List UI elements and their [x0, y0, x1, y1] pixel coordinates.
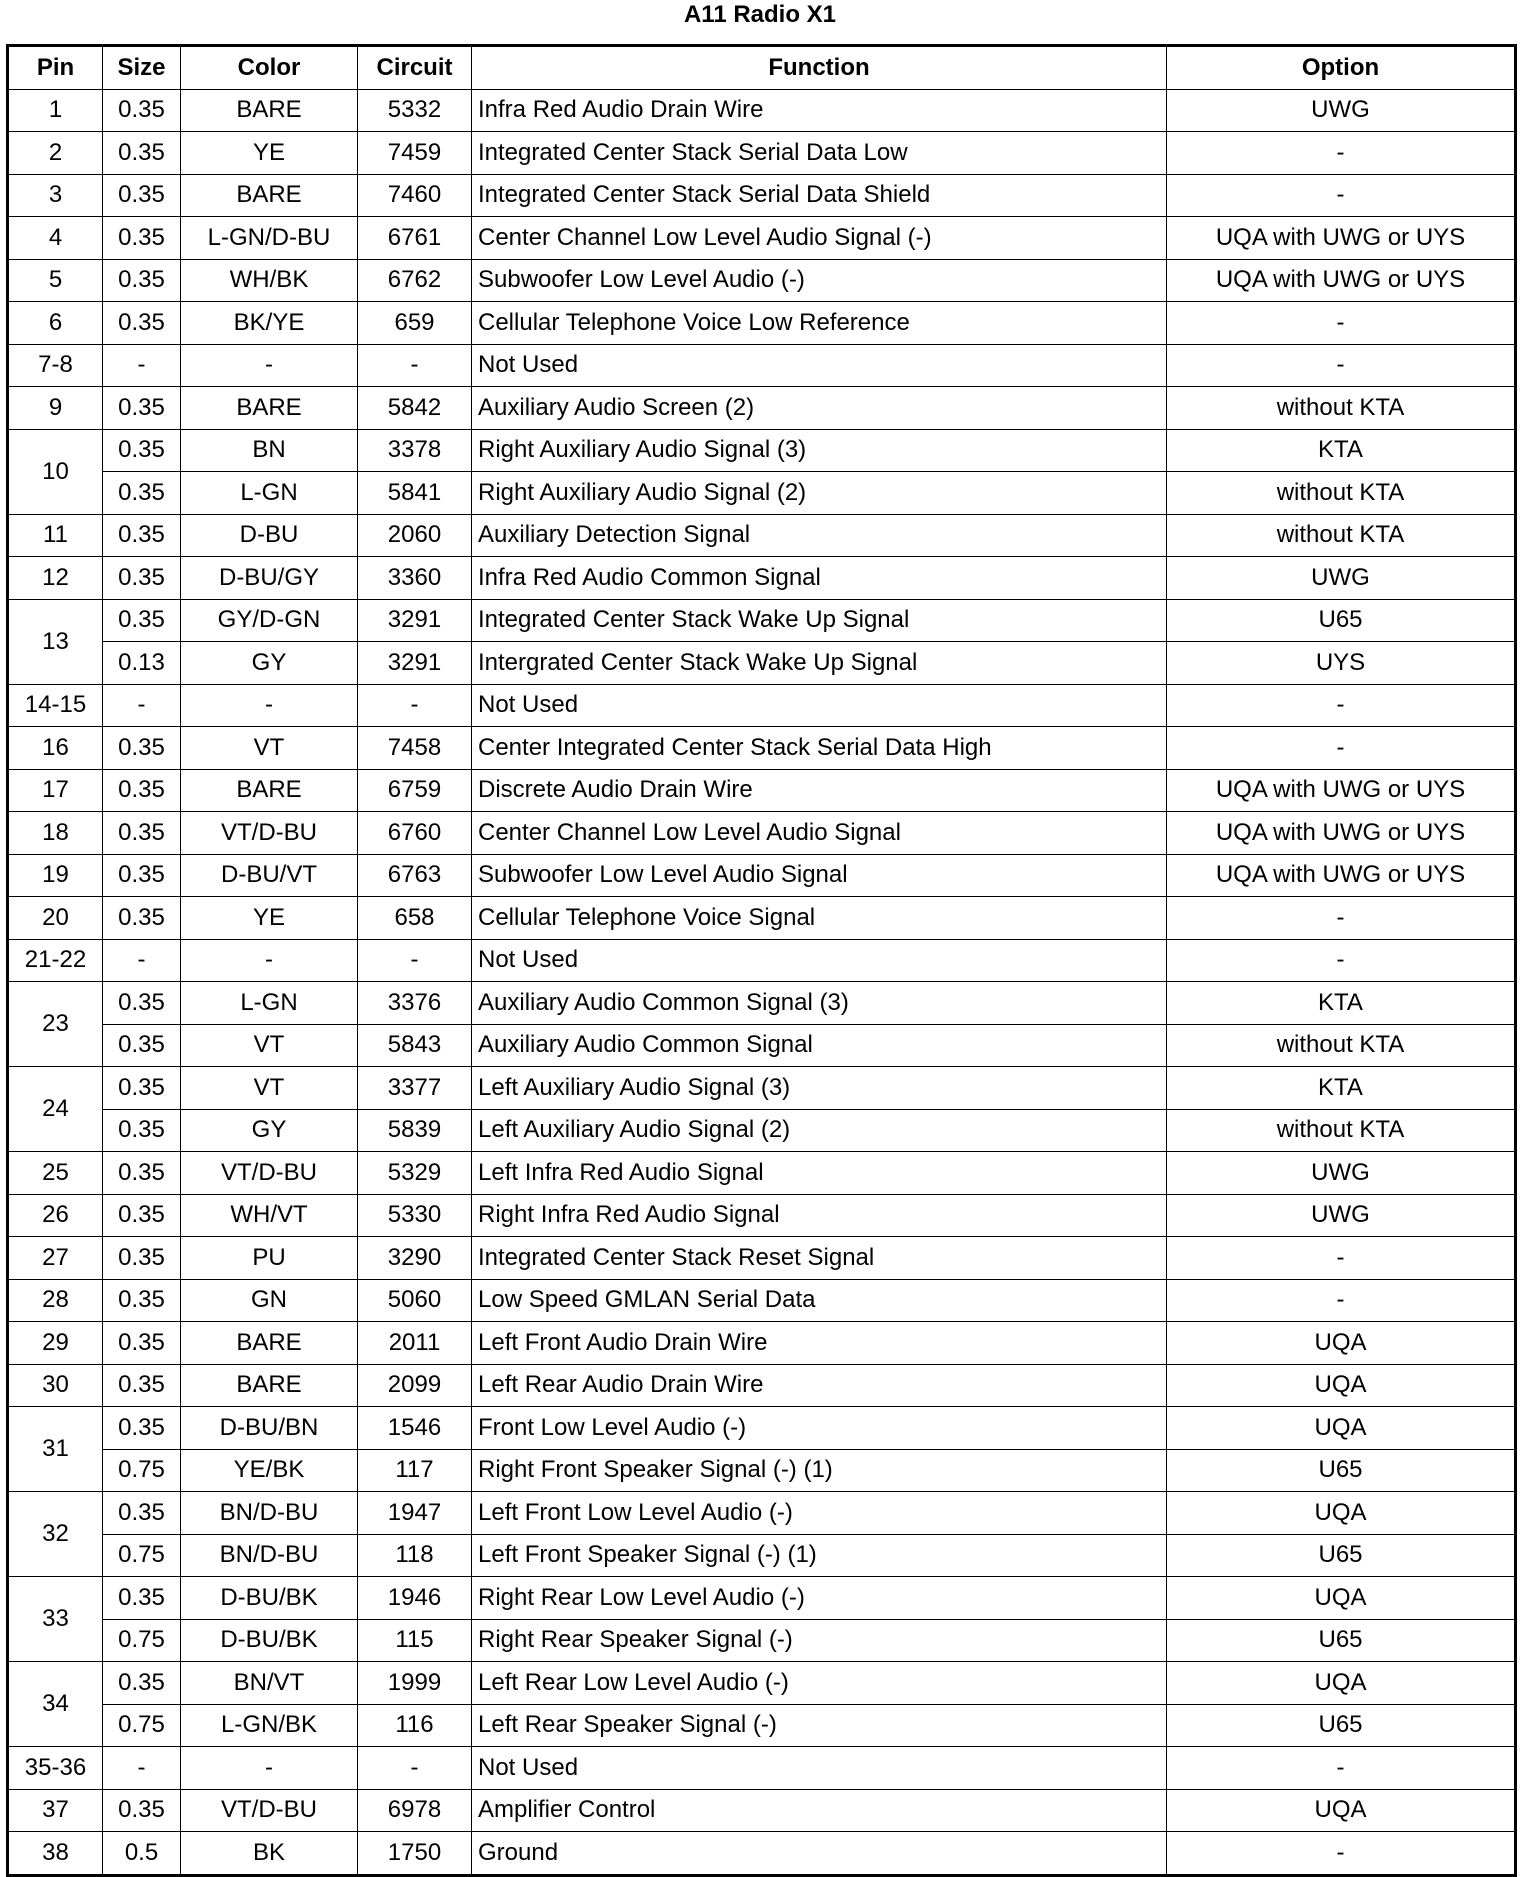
cell-function: Front Low Level Audio (-)	[472, 1407, 1167, 1450]
cell-color: GY	[181, 1109, 358, 1152]
cell-function: Not Used	[472, 344, 1167, 387]
cell-size: 0.35	[103, 1067, 181, 1110]
cell-size: 0.35	[103, 1789, 181, 1832]
header-function: Function	[472, 46, 1167, 90]
cell-function: Low Speed GMLAN Serial Data	[472, 1279, 1167, 1322]
cell-color: GY/D-GN	[181, 599, 358, 642]
cell-circuit: 6762	[358, 259, 472, 302]
cell-circuit: 5842	[358, 387, 472, 430]
cell-size: 0.35	[103, 217, 181, 260]
cell-color: VT	[181, 1024, 358, 1067]
cell-option: UQA	[1167, 1662, 1516, 1705]
cell-function: Center Channel Low Level Audio Signal	[472, 812, 1167, 855]
cell-option: UQA	[1167, 1789, 1516, 1832]
cell-circuit: 1546	[358, 1407, 472, 1450]
cell-size: 0.35	[103, 1364, 181, 1407]
cell-option: UQA with UWG or UYS	[1167, 812, 1516, 855]
pin-table	[6, 44, 1517, 1877]
cell-pin: 35-36	[8, 1747, 103, 1790]
cell-color: BN/D-BU	[181, 1492, 358, 1535]
table-row	[8, 1067, 1516, 1110]
cell-option: UQA	[1167, 1492, 1516, 1535]
table-row	[8, 1322, 1516, 1365]
cell-option: U65	[1167, 1534, 1516, 1577]
cell-option: -	[1167, 684, 1516, 727]
cell-function: Subwoofer Low Level Audio (-)	[472, 259, 1167, 302]
cell-circuit: 3291	[358, 642, 472, 685]
cell-size: 0.5	[103, 1832, 181, 1876]
cell-size: 0.35	[103, 1152, 181, 1195]
cell-circuit: 2099	[358, 1364, 472, 1407]
cell-circuit: 5843	[358, 1024, 472, 1067]
cell-function: Not Used	[472, 939, 1167, 982]
cell-size: 0.75	[103, 1619, 181, 1662]
cell-size: 0.35	[103, 897, 181, 940]
cell-circuit: 118	[358, 1534, 472, 1577]
cell-circuit: 117	[358, 1449, 472, 1492]
cell-color: -	[181, 1747, 358, 1790]
cell-function: Right Infra Red Audio Signal	[472, 1194, 1167, 1237]
cell-size: 0.35	[103, 174, 181, 217]
cell-circuit: 6761	[358, 217, 472, 260]
cell-color: YE	[181, 897, 358, 940]
header-pin: Pin	[8, 46, 103, 90]
cell-pin: 4	[8, 217, 103, 260]
cell-circuit: 3377	[358, 1067, 472, 1110]
cell-size: 0.35	[103, 1279, 181, 1322]
cell-option: without KTA	[1167, 1024, 1516, 1067]
cell-size: 0.75	[103, 1534, 181, 1577]
cell-function: Infra Red Audio Common Signal	[472, 557, 1167, 600]
table-row	[8, 1747, 1516, 1790]
table-row	[8, 1024, 1516, 1067]
cell-option: KTA	[1167, 429, 1516, 472]
cell-pin: 29	[8, 1322, 103, 1365]
cell-pin: 19	[8, 854, 103, 897]
cell-option: U65	[1167, 1704, 1516, 1747]
cell-color: BN	[181, 429, 358, 472]
cell-option: -	[1167, 174, 1516, 217]
cell-size: 0.35	[103, 1662, 181, 1705]
cell-pin: 28	[8, 1279, 103, 1322]
cell-color: -	[181, 684, 358, 727]
table-row	[8, 387, 1516, 430]
cell-option: -	[1167, 132, 1516, 175]
cell-color: D-BU	[181, 514, 358, 557]
cell-pin: 9	[8, 387, 103, 430]
table-row	[8, 174, 1516, 217]
cell-circuit: -	[358, 344, 472, 387]
cell-circuit: -	[358, 684, 472, 727]
cell-color: BARE	[181, 1322, 358, 1365]
cell-pin: 24	[8, 1067, 103, 1152]
cell-size: 0.35	[103, 769, 181, 812]
cell-circuit: 1947	[358, 1492, 472, 1535]
cell-circuit: 3360	[358, 557, 472, 600]
cell-pin: 14-15	[8, 684, 103, 727]
cell-circuit: 116	[358, 1704, 472, 1747]
cell-size: 0.35	[103, 1194, 181, 1237]
cell-circuit: 5060	[358, 1279, 472, 1322]
cell-function: Discrete Audio Drain Wire	[472, 769, 1167, 812]
cell-function: Right Auxiliary Audio Signal (3)	[472, 429, 1167, 472]
table-row	[8, 1789, 1516, 1832]
cell-option: UQA with UWG or UYS	[1167, 769, 1516, 812]
table-row	[8, 1619, 1516, 1662]
table-row	[8, 132, 1516, 175]
cell-function: Not Used	[472, 1747, 1167, 1790]
cell-circuit: 1946	[358, 1577, 472, 1620]
cell-circuit: 3378	[358, 429, 472, 472]
table-row	[8, 1279, 1516, 1322]
cell-pin: 30	[8, 1364, 103, 1407]
cell-option: UWG	[1167, 557, 1516, 600]
table-row	[8, 897, 1516, 940]
cell-color: D-BU/BN	[181, 1407, 358, 1450]
cell-pin: 2	[8, 132, 103, 175]
table-row	[8, 982, 1516, 1025]
cell-option: -	[1167, 1237, 1516, 1280]
cell-color: WH/VT	[181, 1194, 358, 1237]
cell-option: UQA with UWG or UYS	[1167, 854, 1516, 897]
cell-function: Left Rear Audio Drain Wire	[472, 1364, 1167, 1407]
cell-option: UWG	[1167, 1194, 1516, 1237]
cell-option: -	[1167, 302, 1516, 345]
header-size: Size	[103, 46, 181, 90]
cell-pin: 33	[8, 1577, 103, 1662]
cell-circuit: 2060	[358, 514, 472, 557]
table-row	[8, 1449, 1516, 1492]
cell-pin: 21-22	[8, 939, 103, 982]
table-row	[8, 302, 1516, 345]
table-row	[8, 1832, 1516, 1876]
table-row	[8, 727, 1516, 770]
table-row	[8, 472, 1516, 515]
cell-circuit: 6759	[358, 769, 472, 812]
cell-size: 0.35	[103, 599, 181, 642]
cell-circuit: 7460	[358, 174, 472, 217]
cell-function: Infra Red Audio Drain Wire	[472, 89, 1167, 132]
cell-color: YE/BK	[181, 1449, 358, 1492]
cell-circuit: 5330	[358, 1194, 472, 1237]
cell-option: UQA	[1167, 1577, 1516, 1620]
cell-size: 0.35	[103, 514, 181, 557]
table-row	[8, 939, 1516, 982]
cell-pin: 25	[8, 1152, 103, 1195]
cell-color: BARE	[181, 769, 358, 812]
table-row	[8, 1194, 1516, 1237]
cell-size: 0.35	[103, 1407, 181, 1450]
cell-size: -	[103, 1747, 181, 1790]
cell-function: Integrated Center Stack Reset Signal	[472, 1237, 1167, 1280]
cell-function: Left Auxiliary Audio Signal (2)	[472, 1109, 1167, 1152]
cell-size: 0.35	[103, 1024, 181, 1067]
cell-function: Left Infra Red Audio Signal	[472, 1152, 1167, 1195]
cell-option: -	[1167, 939, 1516, 982]
cell-circuit: 3290	[358, 1237, 472, 1280]
cell-circuit: 6763	[358, 854, 472, 897]
cell-color: L-GN	[181, 472, 358, 515]
table-row	[8, 769, 1516, 812]
cell-color: BK/YE	[181, 302, 358, 345]
cell-option: -	[1167, 344, 1516, 387]
cell-circuit: 659	[358, 302, 472, 345]
cell-pin: 11	[8, 514, 103, 557]
cell-pin: 37	[8, 1789, 103, 1832]
cell-function: Ground	[472, 1832, 1167, 1876]
cell-color: -	[181, 939, 358, 982]
header-row	[8, 46, 1516, 90]
table-row	[8, 557, 1516, 600]
cell-color: PU	[181, 1237, 358, 1280]
cell-color: BN/D-BU	[181, 1534, 358, 1577]
cell-size: 0.35	[103, 1109, 181, 1152]
cell-color: D-BU/VT	[181, 854, 358, 897]
cell-pin: 1	[8, 89, 103, 132]
cell-function: Center Channel Low Level Audio Signal (-)	[472, 217, 1167, 260]
cell-size: 0.35	[103, 1237, 181, 1280]
cell-pin: 32	[8, 1492, 103, 1577]
cell-color: VT/D-BU	[181, 1152, 358, 1195]
cell-pin: 17	[8, 769, 103, 812]
cell-color: GY	[181, 642, 358, 685]
cell-option: KTA	[1167, 982, 1516, 1025]
cell-size: 0.35	[103, 982, 181, 1025]
cell-color: VT	[181, 727, 358, 770]
cell-color: -	[181, 344, 358, 387]
cell-size: 0.75	[103, 1449, 181, 1492]
cell-circuit: 115	[358, 1619, 472, 1662]
cell-circuit: 7459	[358, 132, 472, 175]
cell-color: BN/VT	[181, 1662, 358, 1705]
cell-option: without KTA	[1167, 1109, 1516, 1152]
cell-function: Cellular Telephone Voice Low Reference	[472, 302, 1167, 345]
cell-pin: 23	[8, 982, 103, 1067]
table-row	[8, 1364, 1516, 1407]
cell-pin: 34	[8, 1662, 103, 1747]
cell-size: 0.35	[103, 132, 181, 175]
table-row	[8, 854, 1516, 897]
cell-function: Auxiliary Audio Common Signal (3)	[472, 982, 1167, 1025]
table-row	[8, 514, 1516, 557]
cell-size: 0.35	[103, 302, 181, 345]
cell-size: 0.35	[103, 854, 181, 897]
cell-pin: 38	[8, 1832, 103, 1876]
cell-function: Intergrated Center Stack Wake Up Signal	[472, 642, 1167, 685]
cell-function: Right Rear Speaker Signal (-)	[472, 1619, 1167, 1662]
cell-color: VT/D-BU	[181, 812, 358, 855]
cell-pin: 16	[8, 727, 103, 770]
cell-option: U65	[1167, 599, 1516, 642]
cell-option: without KTA	[1167, 472, 1516, 515]
cell-circuit: 5332	[358, 89, 472, 132]
cell-function: Left Rear Speaker Signal (-)	[472, 1704, 1167, 1747]
cell-function: Left Rear Low Level Audio (-)	[472, 1662, 1167, 1705]
table-row	[8, 1407, 1516, 1450]
cell-circuit: 2011	[358, 1322, 472, 1365]
cell-option: UQA with UWG or UYS	[1167, 259, 1516, 302]
cell-function: Right Front Speaker Signal (-) (1)	[472, 1449, 1167, 1492]
cell-pin: 3	[8, 174, 103, 217]
cell-color: L-GN/BK	[181, 1704, 358, 1747]
cell-size: 0.35	[103, 1322, 181, 1365]
cell-circuit: 5329	[358, 1152, 472, 1195]
cell-pin: 20	[8, 897, 103, 940]
table-row	[8, 344, 1516, 387]
cell-color: VT/D-BU	[181, 1789, 358, 1832]
cell-option: KTA	[1167, 1067, 1516, 1110]
cell-function: Amplifier Control	[472, 1789, 1167, 1832]
cell-circuit: -	[358, 939, 472, 982]
cell-option: without KTA	[1167, 514, 1516, 557]
cell-size: 0.35	[103, 429, 181, 472]
table-row	[8, 1152, 1516, 1195]
cell-function: Integrated Center Stack Serial Data Low	[472, 132, 1167, 175]
cell-function: Auxiliary Audio Screen (2)	[472, 387, 1167, 430]
cell-function: Subwoofer Low Level Audio Signal	[472, 854, 1167, 897]
cell-option: UQA	[1167, 1322, 1516, 1365]
table-row	[8, 1534, 1516, 1577]
cell-size: 0.35	[103, 472, 181, 515]
table-row	[8, 1704, 1516, 1747]
cell-size: -	[103, 344, 181, 387]
cell-pin: 27	[8, 1237, 103, 1280]
cell-function: Not Used	[472, 684, 1167, 727]
cell-color: D-BU/GY	[181, 557, 358, 600]
cell-color: GN	[181, 1279, 358, 1322]
table-row	[8, 89, 1516, 132]
cell-color: BARE	[181, 174, 358, 217]
cell-size: 0.35	[103, 557, 181, 600]
cell-color: WH/BK	[181, 259, 358, 302]
cell-function: Center Integrated Center Stack Serial Data High	[472, 727, 1167, 770]
cell-function: Right Rear Low Level Audio (-)	[472, 1577, 1167, 1620]
table-row	[8, 642, 1516, 685]
cell-function: Left Front Low Level Audio (-)	[472, 1492, 1167, 1535]
cell-circuit: -	[358, 1747, 472, 1790]
table-row	[8, 1492, 1516, 1535]
cell-circuit: 7458	[358, 727, 472, 770]
cell-size: 0.35	[103, 1492, 181, 1535]
cell-size: 0.13	[103, 642, 181, 685]
cell-function: Right Auxiliary Audio Signal (2)	[472, 472, 1167, 515]
table-row	[8, 429, 1516, 472]
cell-color: L-GN	[181, 982, 358, 1025]
cell-function: Left Auxiliary Audio Signal (3)	[472, 1067, 1167, 1110]
table-row	[8, 1237, 1516, 1280]
cell-color: BARE	[181, 1364, 358, 1407]
cell-option: without KTA	[1167, 387, 1516, 430]
cell-option: UQA	[1167, 1407, 1516, 1450]
table-body	[8, 89, 1516, 1875]
document-title: A11 Radio X1	[683, 1, 837, 28]
cell-circuit: 6760	[358, 812, 472, 855]
cell-function: Left Front Speaker Signal (-) (1)	[472, 1534, 1167, 1577]
cell-size: 0.35	[103, 89, 181, 132]
cell-circuit: 5839	[358, 1109, 472, 1152]
cell-option: UQA with UWG or UYS	[1167, 217, 1516, 260]
cell-size: 0.75	[103, 1704, 181, 1747]
cell-option: U65	[1167, 1449, 1516, 1492]
cell-color: VT	[181, 1067, 358, 1110]
cell-function: Left Front Audio Drain Wire	[472, 1322, 1167, 1365]
header-circuit: Circuit	[358, 46, 472, 90]
cell-option: -	[1167, 1747, 1516, 1790]
cell-pin: 13	[8, 599, 103, 684]
cell-size: 0.35	[103, 259, 181, 302]
cell-option: U65	[1167, 1619, 1516, 1662]
cell-circuit: 5841	[358, 472, 472, 515]
header-option: Option	[1167, 46, 1516, 90]
cell-pin: 7-8	[8, 344, 103, 387]
cell-option: -	[1167, 1279, 1516, 1322]
cell-option: -	[1167, 1832, 1516, 1876]
table-row	[8, 1662, 1516, 1705]
table-row	[8, 599, 1516, 642]
cell-function: Integrated Center Stack Wake Up Signal	[472, 599, 1167, 642]
cell-color: BARE	[181, 89, 358, 132]
cell-color: BK	[181, 1832, 358, 1876]
cell-option: UWG	[1167, 89, 1516, 132]
cell-circuit: 6978	[358, 1789, 472, 1832]
cell-size: 0.35	[103, 727, 181, 770]
cell-function: Auxiliary Detection Signal	[472, 514, 1167, 557]
cell-pin: 5	[8, 259, 103, 302]
cell-function: Integrated Center Stack Serial Data Shield	[472, 174, 1167, 217]
cell-pin: 18	[8, 812, 103, 855]
cell-color: BARE	[181, 387, 358, 430]
header-color: Color	[181, 46, 358, 90]
table-row	[8, 1109, 1516, 1152]
cell-size: 0.35	[103, 387, 181, 430]
cell-option: UYS	[1167, 642, 1516, 685]
cell-size: -	[103, 684, 181, 727]
cell-option: -	[1167, 897, 1516, 940]
cell-function: Cellular Telephone Voice Signal	[472, 897, 1167, 940]
cell-pin: 26	[8, 1194, 103, 1237]
cell-function: Auxiliary Audio Common Signal	[472, 1024, 1167, 1067]
cell-option: UQA	[1167, 1364, 1516, 1407]
cell-pin: 31	[8, 1407, 103, 1492]
cell-circuit: 1750	[358, 1832, 472, 1876]
cell-circuit: 3376	[358, 982, 472, 1025]
cell-circuit: 3291	[358, 599, 472, 642]
cell-option: UWG	[1167, 1152, 1516, 1195]
cell-color: L-GN/D-BU	[181, 217, 358, 260]
table-row	[8, 259, 1516, 302]
cell-size: -	[103, 939, 181, 982]
cell-size: 0.35	[103, 1577, 181, 1620]
cell-color: YE	[181, 132, 358, 175]
table-row	[8, 812, 1516, 855]
cell-color: D-BU/BK	[181, 1577, 358, 1620]
cell-option: -	[1167, 727, 1516, 770]
cell-pin: 6	[8, 302, 103, 345]
cell-circuit: 1999	[358, 1662, 472, 1705]
table-row	[8, 217, 1516, 260]
cell-color: D-BU/BK	[181, 1619, 358, 1662]
cell-pin: 12	[8, 557, 103, 600]
table-row	[8, 1577, 1516, 1620]
table-row	[8, 684, 1516, 727]
cell-size: 0.35	[103, 812, 181, 855]
cell-pin: 10	[8, 429, 103, 514]
cell-circuit: 658	[358, 897, 472, 940]
